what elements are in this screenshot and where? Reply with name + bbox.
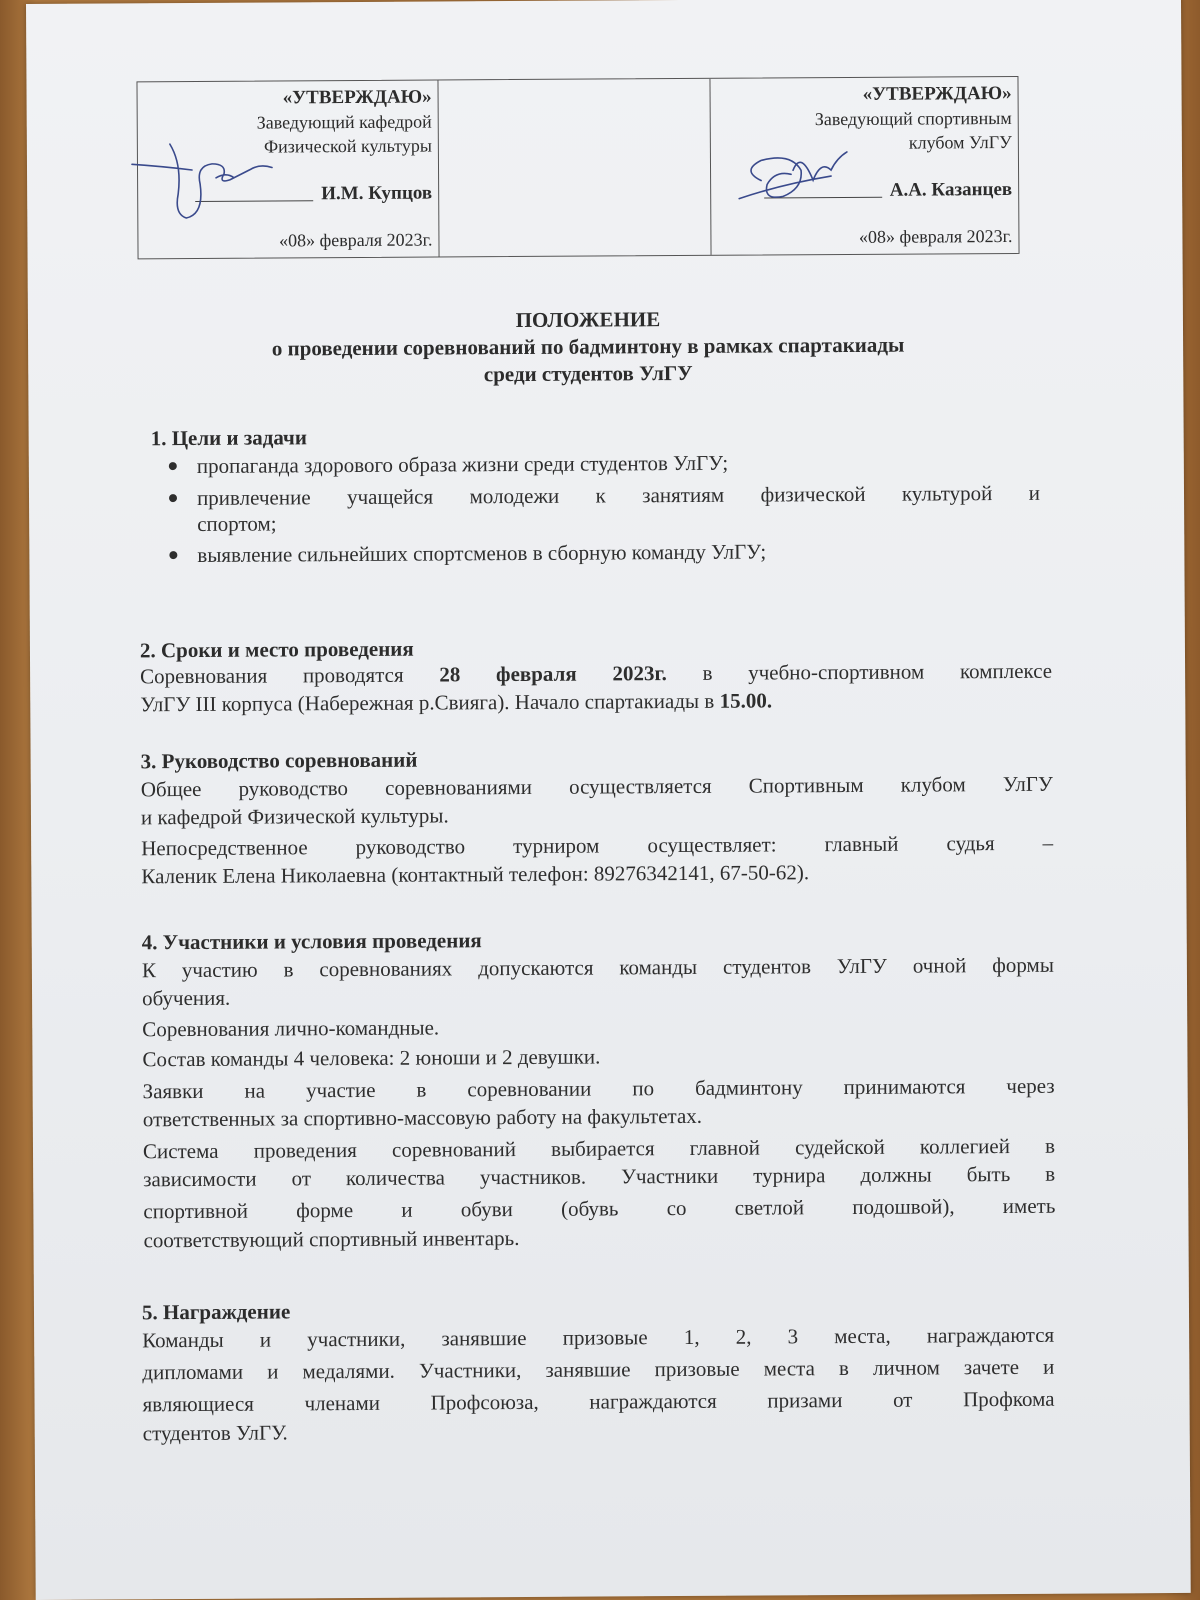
section-4-line-3: Соревнования лично-командные. — [142, 1015, 440, 1042]
section-3-line-4: Каленик Елена Николаевна (контактный телефон: 89276342141, 67-50-62). — [141, 860, 810, 889]
section-2-heading: 2. Сроки и место проведения — [139, 636, 414, 663]
document-title: ПОЛОЖЕНИЕ — [515, 307, 661, 333]
section-5-line-1: Команды и участники, занявшие призовые 1, 2, 3 места, награждаются — [142, 1322, 1055, 1353]
section-4-heading: 4. Участники и условия проведения — [141, 928, 482, 955]
start-time: 15.00. — [719, 688, 773, 713]
section-3-line-2: и кафедрой Физической культуры. — [140, 803, 449, 830]
section-5-line-4: студентов УлГУ. — [142, 1420, 288, 1446]
approval-right-signatory — [764, 179, 1013, 203]
approval-right-date: «08» февраля 2023г. — [858, 225, 1013, 247]
approval-right-position-1: Заведующий спортивным — [814, 107, 1012, 130]
approval-left-position-2: Физической культуры — [263, 135, 432, 157]
signature-line — [195, 200, 313, 202]
bullet-icon — [169, 462, 177, 470]
bullet-icon — [169, 494, 177, 502]
section-5-line-2: дипломами и медалями. Участники, занявшие призовые места в личном зачете и — [142, 1354, 1055, 1385]
section-2-line-2 — [140, 685, 1052, 719]
approval-right-position-2: клубом УлГУ — [908, 131, 1012, 153]
section-1-bullet-2-line-2: спортом; — [197, 511, 277, 536]
section-4-line-7: Система проведения соревнований выбирается главной судейской коллегией в — [142, 1133, 1056, 1164]
competition-date: 28 февраля 2023г. — [439, 661, 667, 687]
document-subtitle-2: среди студентов УлГУ — [483, 360, 693, 387]
document-subtitle-1: о проведении соревнований по бадминтону в рамках спартакиады — [271, 332, 905, 361]
section-1-bullet-3: выявление сильнейших спортсменов в сборную команду УлГУ; — [197, 539, 767, 567]
approval-right-heading: «УТВЕРЖДАЮ» — [862, 82, 1012, 105]
approval-middle-cell — [438, 79, 711, 257]
section-3-line-3: Непосредственное руководство турниром осуществляет: главный судья – — [141, 830, 1054, 861]
approval-right-name: А.А. Казанцев — [889, 178, 1013, 201]
approval-left-position-1: Заведующий кафедрой — [256, 111, 432, 133]
section-1-bullet-1: пропаганда здорового образа жизни среди студентов УлГУ; — [196, 450, 729, 478]
approval-right-cell — [710, 77, 1018, 255]
section-2-line-1-pre: Соревнования проводятся — [140, 662, 404, 689]
section-4-line-6: ответственных за спортивно-массовую работу на факультетах. — [142, 1103, 703, 1132]
section-4-line-2: обучения. — [142, 985, 231, 1011]
section-5-line-3: являющиеся членами Профсоюза, награждаются призами от Профкома — [142, 1386, 1055, 1417]
section-4-line-8: зависимости от количества участников. Участники турнира должны быть в — [143, 1161, 1056, 1192]
section-4-line-10: соответствующий спортивный инвентарь. — [143, 1226, 520, 1253]
approval-left-cell — [137, 80, 439, 258]
section-5-heading: 5. Награждение — [141, 1299, 291, 1325]
approval-left-name: И.М. Купцов — [321, 182, 433, 205]
approval-left-heading: «УТВЕРЖДАЮ» — [282, 86, 432, 109]
signature-line — [764, 197, 882, 199]
section-3-heading: 3. Руководство соревнований — [140, 747, 418, 774]
section-4-line-5: Заявки на участие в соревновании по бадминтону принимаются через — [142, 1073, 1055, 1104]
section-1-bullet-2-line-1: привлечение учащейся молодежи к занятиям физической культурой и — [196, 480, 1041, 510]
document-page — [26, 0, 1191, 1600]
approval-left-date: «08» февраля 2023г. — [278, 229, 433, 251]
bullet-icon — [169, 551, 177, 559]
approval-left-signatory — [195, 183, 432, 206]
section-4-line-9: спортивной форме и обуви (обувь со светлой подошвой), иметь — [143, 1193, 1056, 1224]
approval-table — [136, 76, 1019, 259]
section-4-line-1: К участию в соревнованиях допускаются команды студентов УлГУ очной формы — [141, 952, 1054, 983]
section-4-line-4: Состав команды 4 человека: 2 юноши и 2 девушки. — [142, 1044, 601, 1072]
section-3-line-1: Общее руководство соревнованиями осуществляется Спортивным клубом УлГУ — [140, 771, 1053, 802]
section-1-heading: 1. Цели и задачи — [150, 425, 308, 451]
section-2-line-2-pre: УлГУ III корпуса (Набережная р.Свияга). Начало спартакиады в — [140, 688, 715, 717]
section-2-line-1-post: в учебно-спортивном комплексе — [702, 658, 1053, 685]
